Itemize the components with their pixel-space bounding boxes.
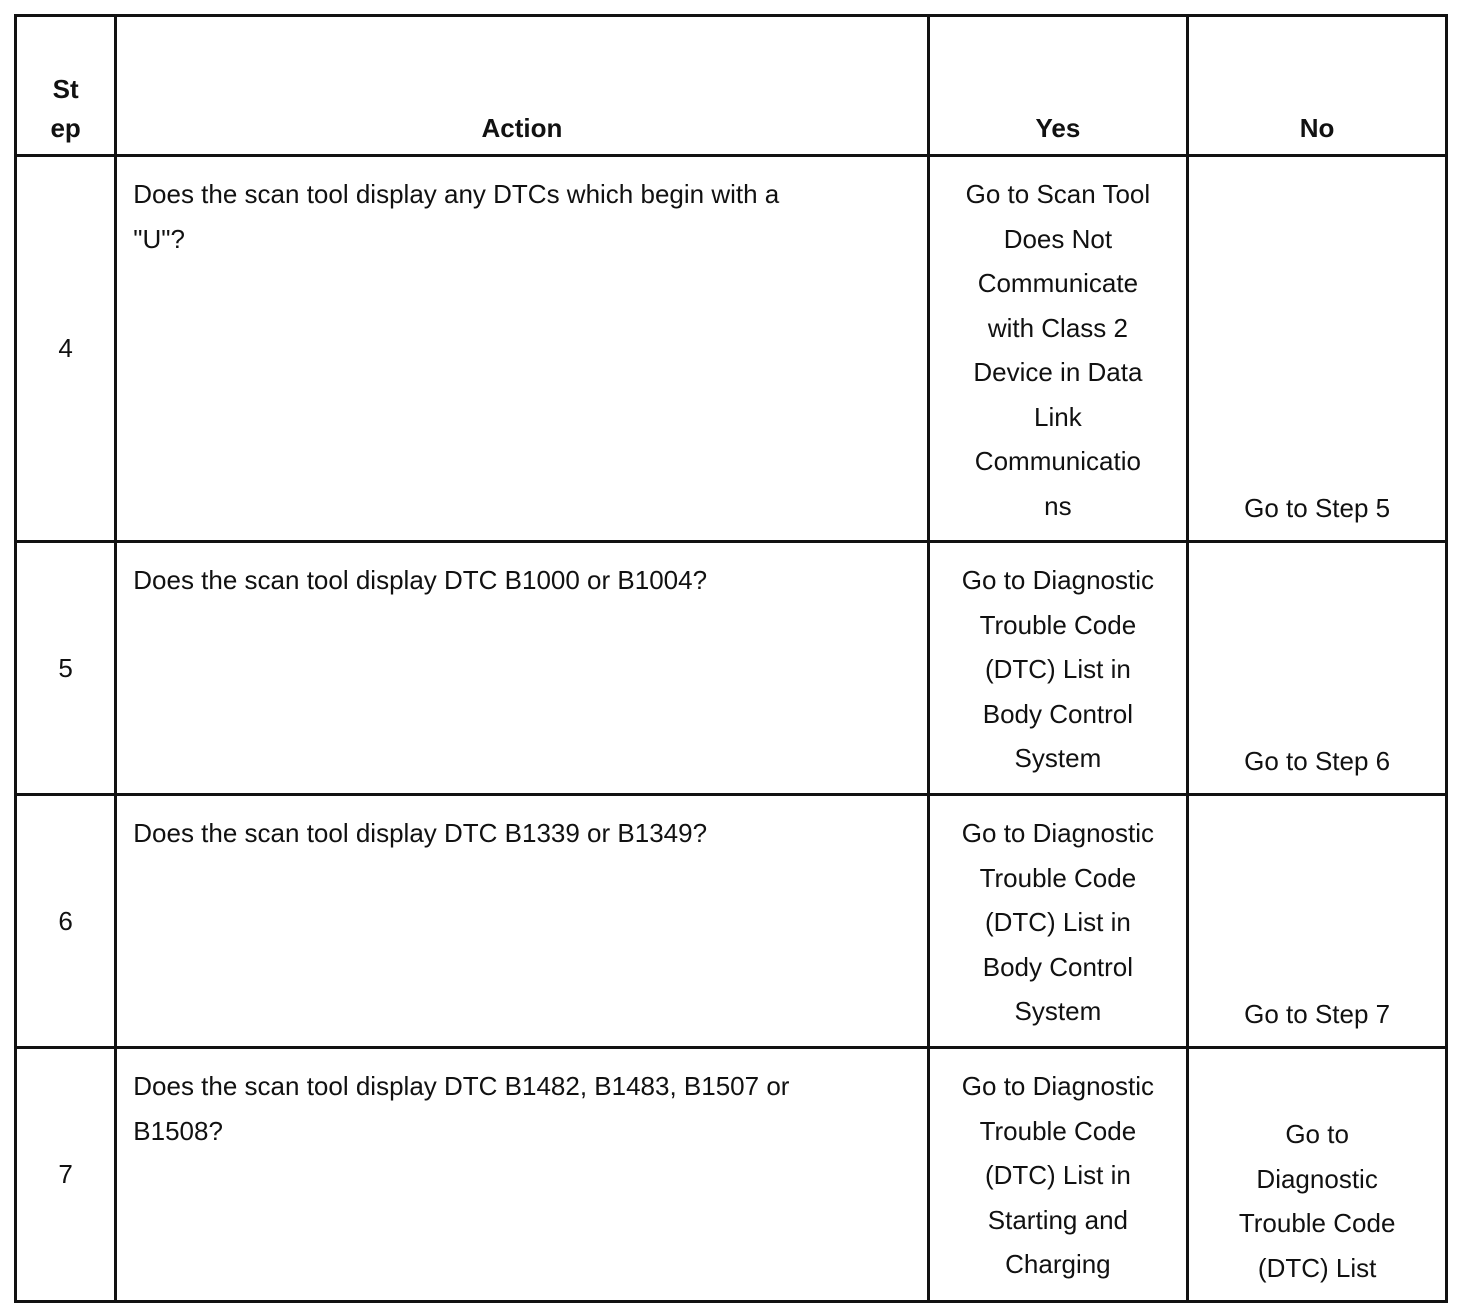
table-row [16, 795, 1447, 1048]
yes-line: ns [1044, 490, 1072, 521]
yes-line: Communicate [977, 268, 1139, 298]
step-number: 4 [16, 156, 116, 542]
yes-line: Trouble Code [979, 862, 1137, 893]
header-step-line2: ep [50, 113, 81, 143]
header-no: No [1188, 16, 1447, 156]
no-line: Go to [1285, 1119, 1349, 1149]
yes-line: Does Not [1003, 223, 1113, 254]
no-line: Go to Step 7 [1244, 998, 1391, 1029]
table-row [16, 1048, 1447, 1302]
yes-line: Starting and [987, 1204, 1128, 1235]
yes-line: Go to Diagnostic [961, 818, 1154, 848]
header-row [16, 16, 1447, 156]
no-result [1188, 1048, 1447, 1302]
yes-line: (DTC) List in [984, 907, 1131, 937]
yes-line: System [1014, 743, 1102, 773]
no-line: Go to Step 5 [1244, 492, 1391, 523]
action-line: B1508? [133, 1115, 223, 1146]
yes-line: Go to Diagnostic [961, 1071, 1154, 1101]
yes-line: Communicatio [974, 446, 1141, 476]
no-line: Go to Step 6 [1244, 745, 1391, 776]
action-text [116, 156, 928, 542]
yes-line: (DTC) List in [984, 1160, 1131, 1190]
action-line: "U"? [133, 223, 185, 254]
step-number: 7 [16, 1048, 116, 1302]
table-body [16, 156, 1447, 1302]
no-result [1188, 795, 1447, 1048]
yes-line: Body Control [982, 951, 1134, 982]
header-yes: Yes [928, 16, 1188, 156]
yes-line: System [1014, 996, 1102, 1026]
no-result [1188, 542, 1447, 795]
table-row [16, 542, 1447, 795]
no-line: Trouble Code [1238, 1208, 1396, 1238]
action-line: Does the scan tool display DTC B1339 or B1349? [133, 818, 708, 848]
action-text [116, 1048, 928, 1302]
yes-line: Trouble Code [979, 609, 1137, 640]
yes-line: Trouble Code [979, 1115, 1137, 1146]
step-number: 5 [16, 542, 116, 795]
yes-line: with Class 2 [987, 312, 1128, 343]
action-line: Does the scan tool display DTC B1482, B1483, B1507 or [133, 1071, 790, 1101]
yes-line: Charging [1005, 1249, 1111, 1279]
no-line: (DTC) List [1257, 1252, 1377, 1283]
no-line: Diagnostic [1256, 1163, 1378, 1194]
no-result [1188, 156, 1447, 542]
yes-line: Go to Diagnostic [961, 565, 1154, 595]
table-row [16, 156, 1447, 542]
action-text [116, 795, 928, 1048]
yes-line: Go to Scan Tool [965, 179, 1151, 209]
yes-line: (DTC) List in [984, 654, 1131, 684]
diagnostic-steps-table [14, 14, 1448, 1303]
yes-line: Body Control [982, 698, 1134, 729]
yes-result [928, 795, 1188, 1048]
yes-result [928, 156, 1188, 542]
step-number: 6 [16, 795, 116, 1048]
action-line: Does the scan tool display DTC B1000 or B1004? [133, 565, 708, 595]
action-text [116, 542, 928, 795]
header-step [16, 16, 116, 156]
yes-result [928, 542, 1188, 795]
yes-line: Link [1034, 401, 1082, 432]
header-step-line1: St [52, 74, 79, 104]
yes-result [928, 1048, 1188, 1302]
yes-line: Device in Data [973, 357, 1143, 387]
action-line: Does the scan tool display any DTCs which begin with a [133, 179, 780, 209]
header-action: Action [116, 16, 928, 156]
